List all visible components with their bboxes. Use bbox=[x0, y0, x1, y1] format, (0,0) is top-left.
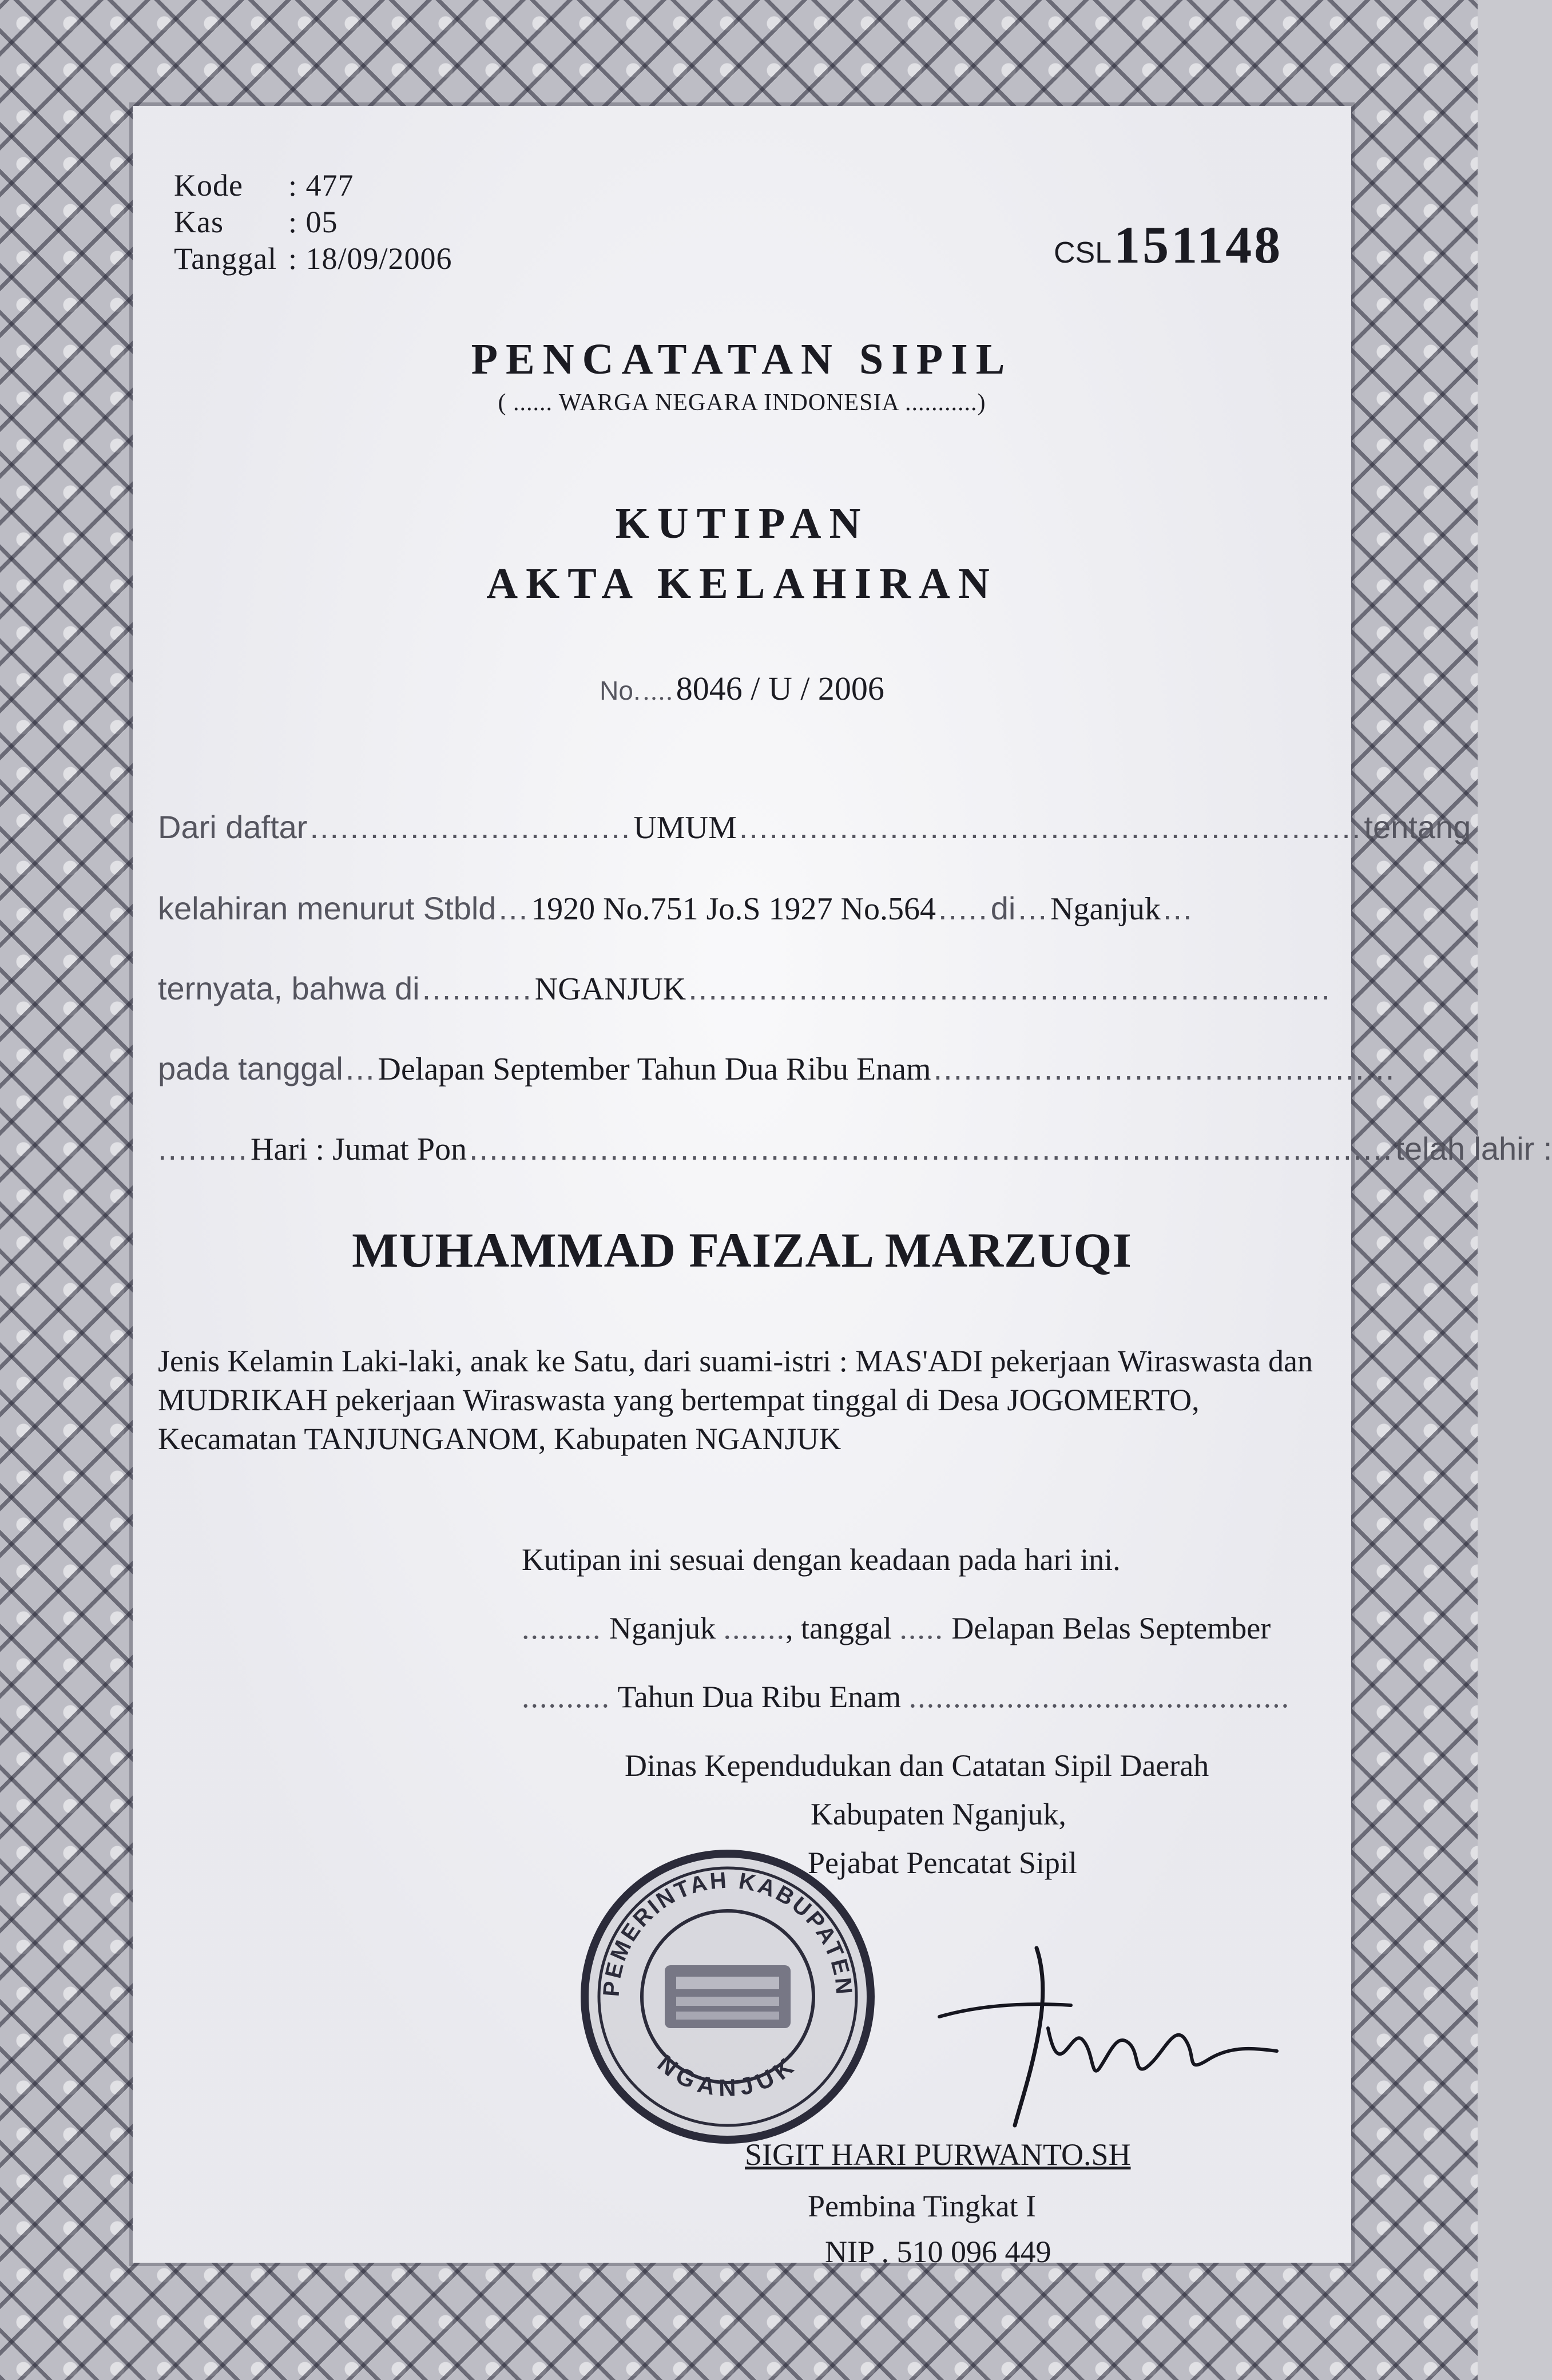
line-ternyata: ternyata, bahwa di ........... NGANJUK ................................................................ bbox=[158, 970, 1331, 1007]
serial-prefix: CSL bbox=[1054, 236, 1112, 269]
office-line-3: Pejabat Pencatat Sipil bbox=[808, 1846, 1077, 1880]
kas-label: Kas bbox=[174, 205, 224, 239]
kode-value: : 477 bbox=[288, 168, 354, 203]
signatory-name: SIGIT HARI PURWANTO.SH bbox=[745, 2137, 1131, 2172]
kas-value: : 05 bbox=[288, 205, 338, 239]
child-name: MUHAMMAD FAIZAL MARZUQI bbox=[352, 1223, 1132, 1278]
pada-tanggal-label: pada tanggal bbox=[158, 1050, 343, 1086]
tanggal-value: : 18/09/2006 bbox=[288, 241, 452, 276]
kode-row bbox=[174, 168, 354, 203]
birth-details-paragraph: Jenis Kelamin Laki-laki, anak ke Satu, dari suami-istri : MAS'ADI pekerjaan Wiraswasta dan MUDRIKAH pekerjaan Wiraswasta yang bertempat tinggal di Desa JOGOMERTO, Kecamatan TANJUNGANOM, Kabupaten NGANJUK bbox=[158, 1344, 1313, 1456]
office-line-2: Kabupaten Nganjuk, bbox=[811, 1797, 1066, 1831]
closing-date-value: Delapan Belas September bbox=[951, 1611, 1271, 1645]
stbld-value: 1920 No.751 Jo.S 1927 No.564 bbox=[531, 891, 936, 927]
title-akta-kelahiran: AKTA KELAHIRAN bbox=[486, 560, 998, 608]
tanggal-label: Tanggal bbox=[174, 241, 277, 276]
signatory-rank: Pembina Tingkat I bbox=[808, 2189, 1037, 2223]
birth-certificate-document bbox=[133, 106, 1552, 2269]
seal-top-text: PEMERINTAH KABUPATEN bbox=[598, 1867, 857, 1998]
dari-daftar-label: Dari daftar bbox=[158, 809, 308, 845]
di-value: Nganjuk bbox=[1050, 891, 1161, 927]
seal-bottom-text: NGANJUK bbox=[652, 2049, 803, 2101]
kelahiran-label: kelahiran menurut Stbld bbox=[158, 890, 497, 926]
ternyata-label: ternyata, bahwa di bbox=[158, 970, 420, 1006]
closing-year-value: Tahun Dua Ribu Enam bbox=[617, 1680, 902, 1714]
serial-value: 151148 bbox=[1114, 216, 1283, 274]
tentang-label: tentang bbox=[1364, 809, 1471, 845]
handwritten-signature bbox=[865, 1937, 1300, 2143]
tanggal-row bbox=[174, 241, 452, 276]
title-pencatatan-sipil: PENCATATAN SIPIL bbox=[471, 335, 1013, 383]
place-value: Nganjuk bbox=[609, 1611, 716, 1645]
serial-number bbox=[1054, 215, 1283, 275]
line-place-date: ......... Nganjuk ......., tanggal ..... Delapan Belas September bbox=[522, 1611, 1271, 1645]
di-label: di bbox=[990, 890, 1016, 926]
official-seal-stamp bbox=[579, 1848, 876, 2145]
line-pada-tanggal: pada tanggal ... Delapan September Tahun Dua Ribu Enam .............................................. bbox=[158, 1050, 1396, 1087]
closing-statement: Kutipan ini sesuai dengan keadaan pada hari ini. bbox=[522, 1542, 1121, 1577]
number-value: 8046 / U / 2006 bbox=[676, 670, 884, 707]
pada-tanggal-value: Delapan September Tahun Dua Ribu Enam bbox=[378, 1052, 931, 1087]
ternyata-value: NGANJUK bbox=[534, 971, 686, 1007]
certificate-number: No. .... 8046 / U / 2006 bbox=[600, 670, 884, 707]
kas-row bbox=[174, 204, 338, 240]
subtitle-citizenship: ( ...... WARGA NEGARA INDONESIA ...........) bbox=[498, 390, 986, 416]
tanggal-closing-label: , tanggal bbox=[785, 1611, 892, 1645]
telah-lahir-label: telah lahir : bbox=[1395, 1130, 1552, 1167]
line-year: .......... Tahun Dua Ribu Enam ........................................... bbox=[522, 1680, 1291, 1714]
hari-value: Hari : Jumat Pon bbox=[251, 1132, 467, 1167]
number-label: No. bbox=[600, 676, 641, 705]
line-stbld: kelahiran menurut Stbld ... 1920 No.751 Jo.S 1927 No.564 ..... di ... Nganjuk ... bbox=[158, 890, 1193, 927]
line-dari-daftar: Dari daftar ................................ UMUM .............................................................. tentang bbox=[158, 809, 1471, 846]
kode-label: Kode bbox=[174, 168, 243, 203]
dari-daftar-value: UMUM bbox=[633, 810, 737, 846]
office-line-1: Dinas Kependudukan dan Catatan Sipil Daerah bbox=[625, 1748, 1209, 1783]
line-hari: ......... Hari : Jumat Pon ............................................................................................ telah lahir : bbox=[158, 1130, 1552, 1167]
signatory-nip: NIP . 510 096 449 bbox=[825, 2235, 1051, 2269]
title-kutipan: KUTIPAN bbox=[615, 499, 869, 548]
